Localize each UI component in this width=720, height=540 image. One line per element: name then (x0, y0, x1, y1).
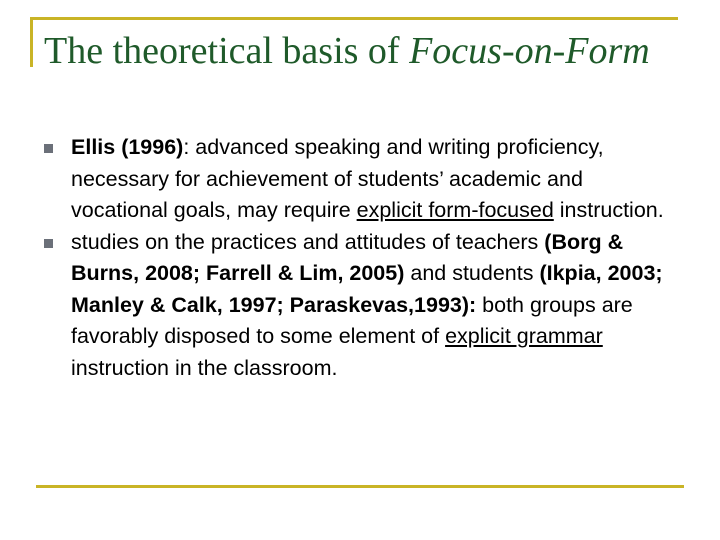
bottom-rule (36, 485, 684, 488)
title-plain: The theoretical basis of (44, 30, 410, 72)
citation-teachers: (Borg & Burns, 2008; Farrell & Lim, 2005) (71, 229, 624, 285)
bullet-text: both groups are favorably disposed to some element of (71, 292, 633, 348)
square-bullet-icon (44, 144, 53, 153)
citation-students: (Ikpia, 2003; Manley & Calk, 1997; Paraskevas,1993): (71, 261, 663, 317)
slide-title (44, 28, 684, 74)
bullet-text: and students (404, 261, 540, 285)
left-rule (30, 17, 33, 67)
emphasis-explicit-grammar: explicit grammar (445, 324, 603, 348)
citation-ellis: Ellis (1996) (71, 135, 184, 159)
bullet-text: instruction in the classroom. (71, 355, 338, 380)
bullet-text: : advanced speaking and writing proficiency, necessary for achievement of students’ academic and vocational goals, may require (71, 135, 604, 222)
emphasis-explicit-form-focused: explicit form-focused (356, 198, 554, 222)
bullet-text: studies on the practices and attitudes of teachers (71, 229, 545, 254)
bullet-item-ellis (44, 132, 674, 227)
square-bullet-icon (44, 239, 53, 248)
bullet-text: instruction. (553, 198, 664, 222)
bullet-list (44, 132, 674, 384)
title-italic: Focus-on-Form (409, 30, 650, 72)
bullet-item-studies (44, 227, 674, 385)
top-rule (30, 17, 678, 20)
